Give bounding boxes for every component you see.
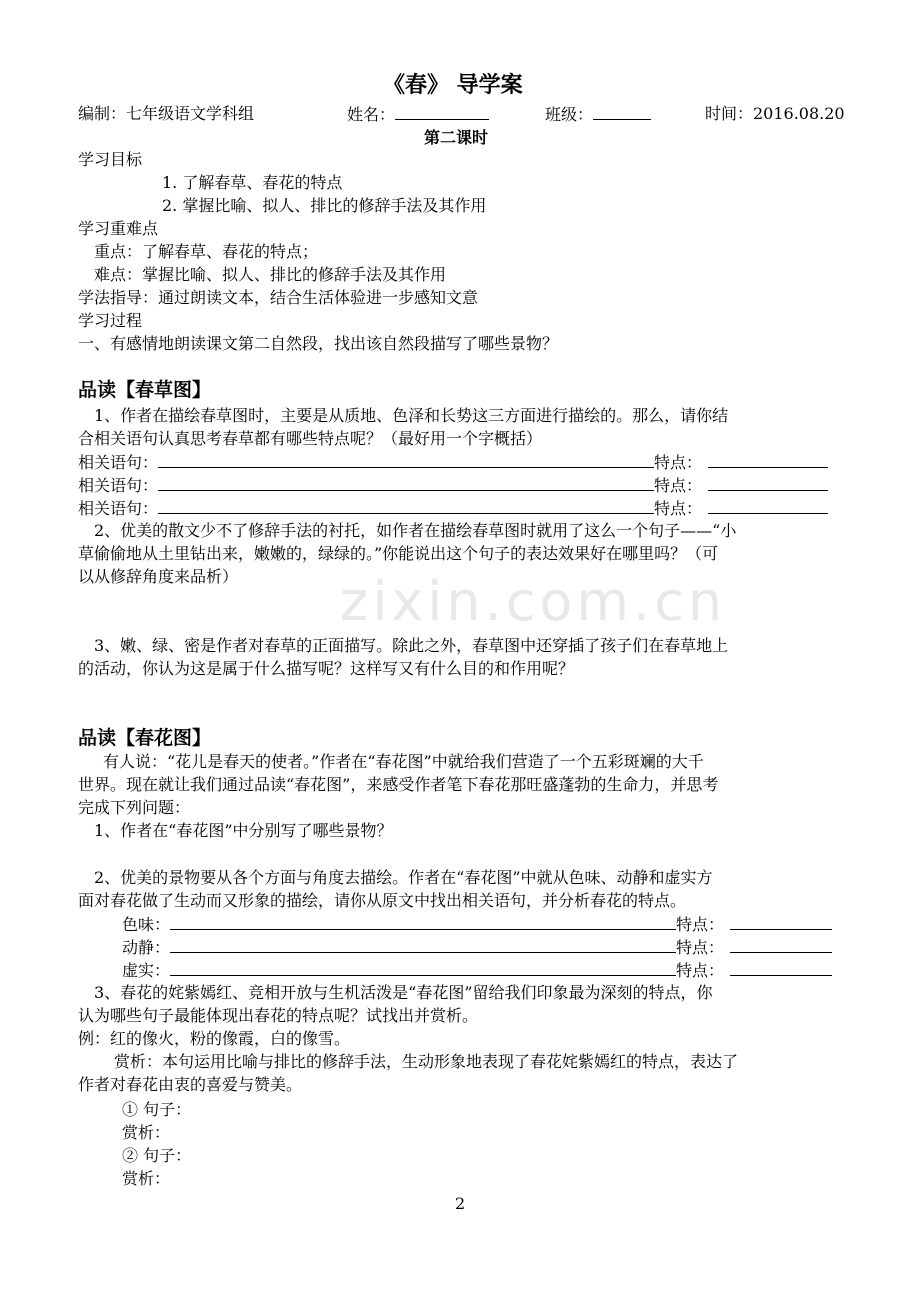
grass-q1: 1、作者在描绘春草图时，主要是从质地、色泽和长势这三方面进行描绘的。那么，请你结 xyxy=(94,406,729,425)
method-guide: 学法指导：通过朗读文本，结合生活体验进一步感知文意 xyxy=(78,288,479,307)
question-main: 一、有感情地朗读课文第二自然段，找出该自然段描写了哪些景物？ xyxy=(78,334,559,353)
flower-intro: 完成下列问题： xyxy=(78,798,191,817)
section-heading-flower: 品读【春花图】 xyxy=(78,727,212,749)
aspect-blank xyxy=(170,936,676,953)
answer-row xyxy=(78,451,828,474)
key-points-heading: 学习重难点 xyxy=(78,219,159,238)
feature-blank xyxy=(730,959,832,976)
answer-sentence-2: ② 句子： xyxy=(122,1146,192,1165)
grass-q1: 合相关语句认真思考春草都有哪些特点呢？（最好用一个字概括） xyxy=(78,429,543,448)
flower-q3: 3、春花的姹紫嫣红、竞相开放与生机活泼是“春花图”留给我们印象最为深刻的特点，你 xyxy=(94,983,713,1002)
answer-analysis-1: 赏析： xyxy=(122,1123,171,1142)
answer-row xyxy=(78,474,828,497)
difficulty-point: 难点：掌握比喻、拟人、排比的修辞手法及其作用 xyxy=(94,265,447,284)
aspect-row xyxy=(122,936,832,959)
header-editor: 编制：七年级语文学科组 xyxy=(78,104,255,123)
key-point: 重点：了解春草、春花的特点； xyxy=(94,242,319,261)
answer-analysis-2: 赏析： xyxy=(122,1169,171,1188)
sentence-blank xyxy=(158,451,654,468)
flower-q1: 1、作者在“春花图”中分别写了哪些景物？ xyxy=(94,821,393,840)
grass-q2: 以从修辞角度来品析） xyxy=(78,567,239,586)
aspect-row xyxy=(122,913,832,936)
flower-q2: 面对春花做了生动而又形象的描绘，请你从原文中找出相关语句，并分析春花的特点。 xyxy=(78,891,687,910)
feature-label: 特点： xyxy=(676,961,725,980)
answer-sentence-1: ① 句子： xyxy=(122,1100,192,1119)
feature-label: 特点： xyxy=(676,915,725,934)
watermark: zixin.com.cn xyxy=(340,570,727,633)
aspect-blank xyxy=(170,913,676,930)
aspect-blank xyxy=(170,959,676,976)
flower-intro: 世界。现在就让我们通过品读“春花图”，来感受作者笔下春花那旺盛蓬勃的生命力，并思考 xyxy=(78,775,719,794)
page-title: 《春》 导学案 xyxy=(383,72,523,98)
goal-item: 1. 了解春草、春花的特点 xyxy=(162,173,343,192)
feature-label: 特点： xyxy=(654,453,703,472)
example-analysis: 作者对春花由衷的喜爱与赞美。 xyxy=(78,1075,303,1094)
page-number: 2 xyxy=(455,1194,466,1213)
name-label: 姓名： xyxy=(347,105,396,124)
section-heading-grass: 品读【春草图】 xyxy=(78,379,212,401)
flower-intro: 有人说：“花儿是春天的使者。”作者在“春花图”中就给我们营造了一个五彩斑斓的大千 xyxy=(103,752,704,771)
grass-q3: 的活动，你认为这是属于什么描写呢？这样写又有什么目的和作用呢？ xyxy=(78,659,575,678)
flower-q2: 2、优美的景物要从各个方面与角度去描绘。作者在“春花图”中就从色味、动静和虚实方 xyxy=(94,868,713,887)
goals-heading: 学习目标 xyxy=(78,150,143,169)
sentence-blank xyxy=(158,497,654,514)
grass-q2: 2、优美的散文少不了修辞手法的衬托，如作者在描绘春草图时就用了这么一个句子——“小 xyxy=(94,521,737,540)
header-class xyxy=(545,103,651,126)
class-blank xyxy=(593,103,651,120)
sentence-label: 相关语句： xyxy=(78,476,159,495)
feature-label: 特点： xyxy=(676,938,725,957)
sentence-label: 相关语句： xyxy=(78,453,159,472)
example-sentence: 例：红的像火，粉的像霞，白的像雪。 xyxy=(78,1029,351,1048)
feature-blank xyxy=(730,913,832,930)
lesson-label: 第二课时 xyxy=(424,128,489,147)
header-name xyxy=(347,103,489,126)
feature-blank xyxy=(730,936,832,953)
header-date: 时间：2016.08.20 xyxy=(705,104,845,123)
grass-q3: 3、嫩、绿、密是作者对春草的正面描写。除此之外，春草图中还穿插了孩子们在春草地上 xyxy=(94,636,729,655)
feature-blank xyxy=(708,474,828,491)
flower-q3: 认为哪些句子最能体现出春花的特点呢？试找出并赏析。 xyxy=(78,1006,479,1025)
class-label: 班级： xyxy=(545,105,594,124)
aspect-label: 虚实： xyxy=(122,961,171,980)
feature-blank xyxy=(708,451,828,468)
sentence-label: 相关语句： xyxy=(78,499,159,518)
feature-label: 特点： xyxy=(654,476,703,495)
answer-row xyxy=(78,497,828,520)
aspect-label: 动静： xyxy=(122,938,171,957)
aspect-label: 色味： xyxy=(122,915,171,934)
goal-item: 2. 掌握比喻、拟人、排比的修辞手法及其作用 xyxy=(162,196,487,215)
sentence-blank xyxy=(158,474,654,491)
name-blank xyxy=(395,103,489,120)
feature-blank xyxy=(708,497,828,514)
example-analysis: 赏析：本句运用比喻与排比的修辞手法，生动形象地表现了春花姹紫嫣红的特点，表达了 xyxy=(114,1052,739,1071)
feature-label: 特点： xyxy=(654,499,703,518)
process-heading: 学习过程 xyxy=(78,311,143,330)
grass-q2: 草偷偷地从土里钻出来，嫩嫩的，绿绿的。”你能说出这个句子的表达效果好在哪里吗？（可 xyxy=(78,544,719,563)
aspect-row xyxy=(122,959,832,982)
